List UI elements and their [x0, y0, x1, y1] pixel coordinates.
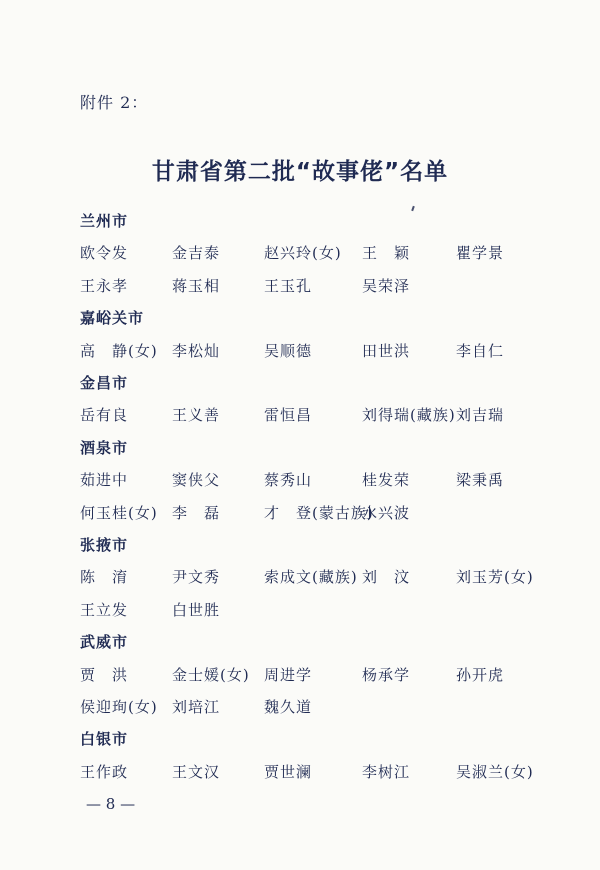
person-name: 蔡秀山: [264, 471, 313, 490]
person-name: 高 静(女): [80, 341, 158, 360]
page-number: — 8 —: [86, 795, 136, 813]
city-heading: 张掖市: [80, 536, 129, 554]
person-name: 水兴波: [362, 503, 411, 522]
person-name: 侯迎珣(女): [80, 698, 158, 716]
person-name: 刘得瑞(藏族): [362, 406, 456, 425]
person-name: 李自仁: [456, 341, 505, 360]
city-heading: 兰州市: [80, 212, 129, 230]
city-heading: 嘉峪关市: [80, 309, 145, 328]
person-name: 陈 淯: [80, 568, 129, 587]
person-name: 赵兴玲(女): [264, 244, 342, 263]
person-name: 欧令发: [80, 244, 129, 263]
person-name: 岳有良: [80, 406, 129, 425]
person-name: 茹进中: [80, 471, 129, 490]
person-name: 王永孝: [80, 276, 129, 295]
person-name: 何玉桂(女): [80, 503, 158, 522]
person-name: 金士媛(女): [172, 665, 250, 684]
person-name: 雷恒昌: [264, 406, 313, 425]
person-name: 王 颖: [362, 244, 411, 263]
person-name: 白世胜: [172, 600, 221, 619]
person-name: 窦侠父: [172, 471, 221, 490]
person-name: 才 登(蒙古族): [264, 503, 374, 522]
person-name: 王立发: [80, 600, 129, 619]
person-name: 魏久道: [264, 698, 313, 716]
person-name: 刘 汶: [362, 568, 411, 587]
document-title: 甘肃省第二批“故事佬”名单: [151, 159, 449, 185]
city-heading: 武威市: [80, 633, 129, 652]
person-name: 刘培江: [172, 698, 221, 716]
person-name: 金吉泰: [172, 244, 221, 263]
person-name: 吴淑兰(女): [456, 762, 534, 781]
person-name: 王作政: [80, 762, 129, 781]
person-name: 索成文(藏族): [264, 568, 358, 587]
scan-speck: [411, 206, 415, 211]
person-name: 王玉孔: [264, 276, 313, 295]
person-name: 瞿学景: [456, 244, 505, 263]
attachment-label: 附件 2：: [80, 93, 149, 112]
person-name: 吴荣泽: [362, 276, 411, 295]
person-name: 王义善: [172, 406, 221, 425]
person-name: 贾 洪: [80, 665, 129, 684]
person-name: 刘吉瑞: [456, 406, 505, 425]
city-heading: 白银市: [80, 730, 129, 749]
person-name: 梁秉禹: [456, 471, 505, 490]
person-name: 贾世澜: [264, 762, 313, 781]
person-name: 王文汉: [172, 762, 221, 781]
person-name: 李松灿: [172, 341, 221, 360]
person-name: 田世洪: [362, 341, 411, 360]
person-name: 蒋玉相: [172, 276, 221, 295]
person-name: 李树江: [362, 762, 411, 781]
person-name: 吴顺德: [264, 341, 313, 360]
person-name: 杨承学: [362, 665, 411, 684]
person-name: 桂发荣: [362, 471, 411, 490]
person-name: 刘玉芳(女): [456, 568, 534, 587]
city-heading: 酒泉市: [80, 438, 129, 457]
person-name: 尹文秀: [172, 568, 221, 587]
person-name: 孙开虎: [456, 665, 505, 684]
person-name: 周进学: [264, 665, 313, 684]
city-heading: 金昌市: [80, 374, 129, 392]
person-name: 李 磊: [172, 503, 221, 522]
